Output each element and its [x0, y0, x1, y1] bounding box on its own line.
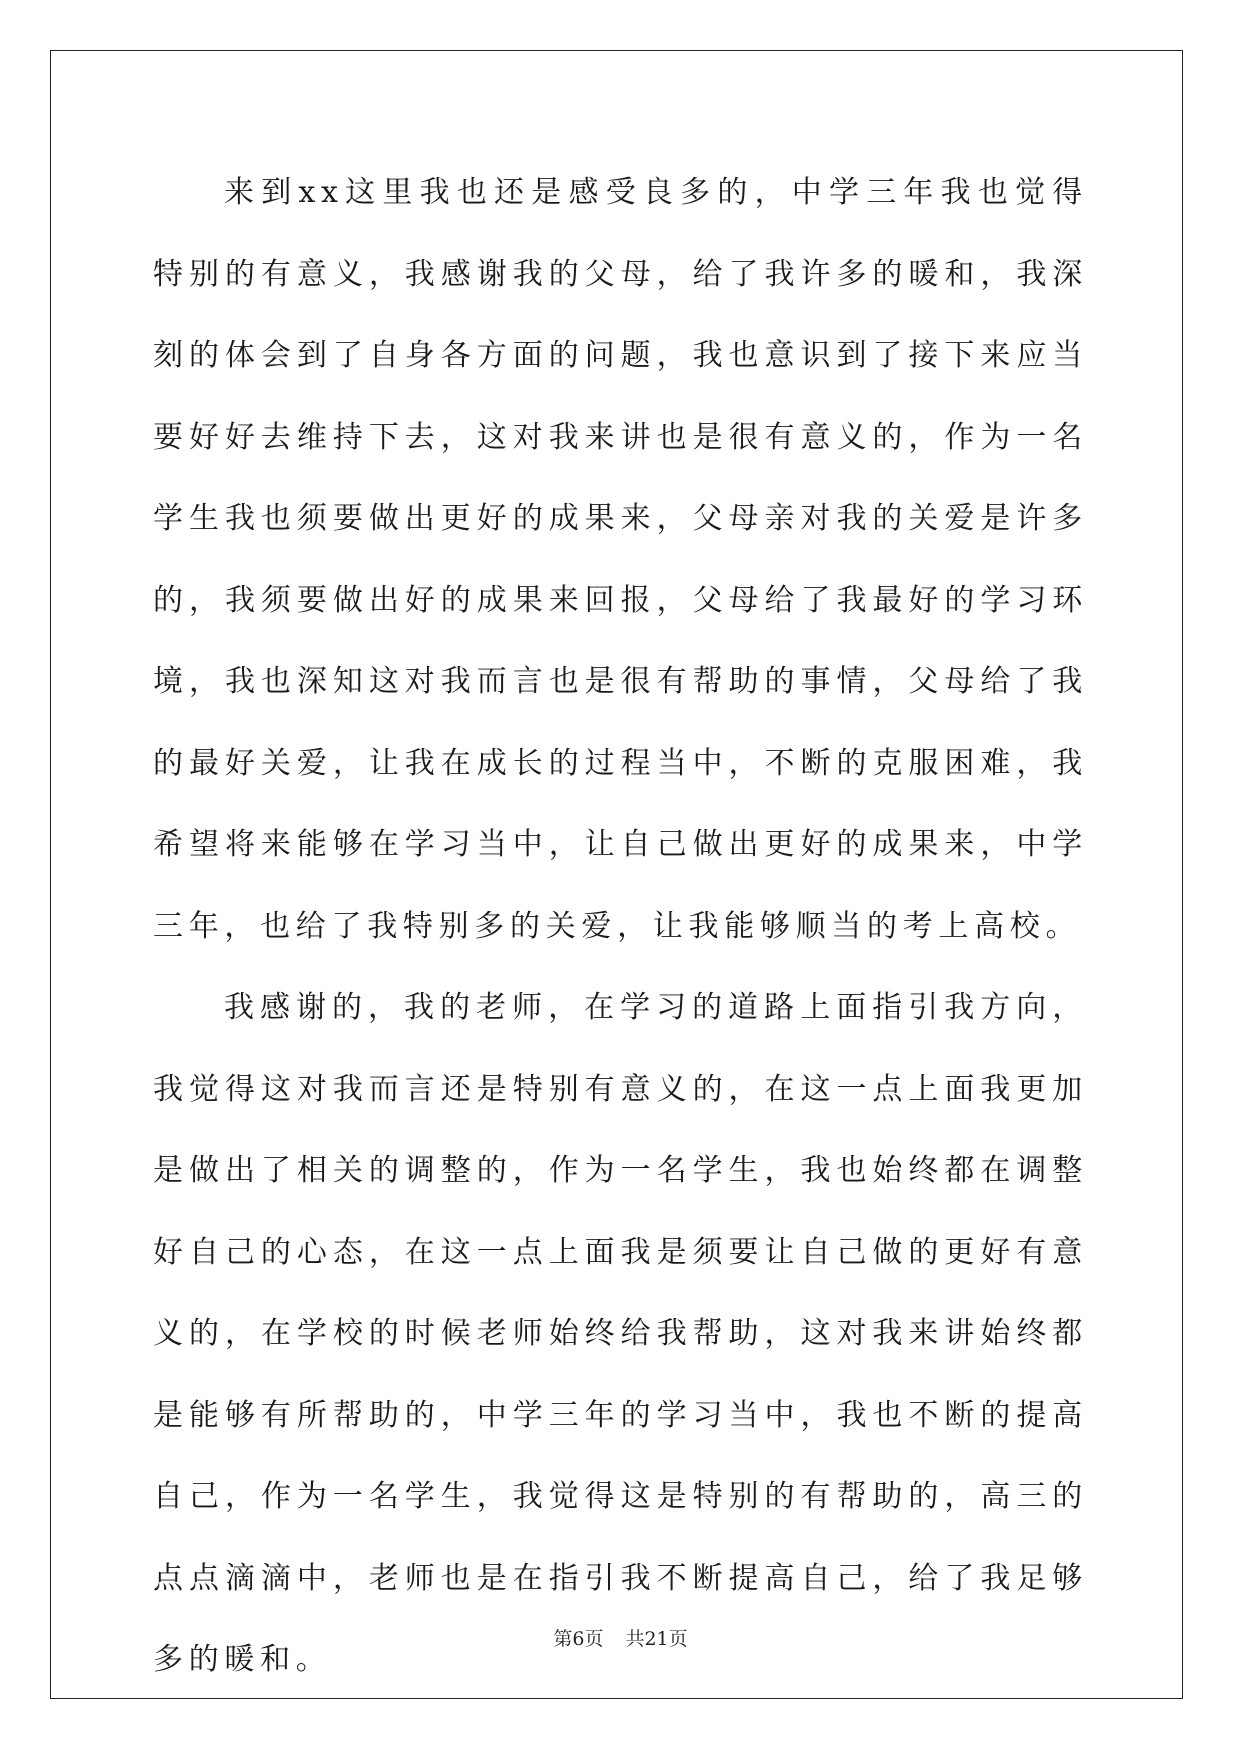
page-footer	[0, 1628, 1241, 1650]
paragraph-1: 来到xx这里我也还是感受良多的，中学三年我也觉得特别的有意义，我感谢我的父母，给了我许多的暖和，我深刻的体会到了自身各方面的问题，我也意识到了接下来应当要好好去维持下去，这对我来讲也是很有意义的，作为一名学生我也须要做出更好的成果来，父母亲对我的关爱是许多的，我须要做出好的成果来回报，父母给了我最好的学习环境，我也深知这对我而言也是很有帮助的事情，父母给了我的最好关爱，让我在成长的过程当中，不断的克服困难，我希望将来能够在学习当中，让自己做出更好的成果来，中学三年，也给了我特别多的关爱，让我能够顺当的考上高校。	[153, 175, 1088, 944]
total-pages: 共21页	[625, 1628, 688, 1650]
paragraph-2: 我感谢的，我的老师，在学习的道路上面指引我方向，我觉得这对我而言还是特别有意义的，在这一点上面我更加是做出了相关的调整的，作为一名学生，我也始终都在调整好自己的心态，在这一点上面我是须要让自己做的更好有意义的，在学校的时候老师始终给我帮助，这对我来讲始终都是能够有所帮助的，中学三年的学习当中，我也不断的提高自己，作为一名学生，我觉得这是特别的有帮助的，高三的点点滴滴中，老师也是在指引我不断提高自己，给了我足够多的暖和。	[153, 990, 1088, 1677]
page-number: 第6页	[553, 1628, 604, 1650]
document-body	[153, 152, 1088, 1701]
